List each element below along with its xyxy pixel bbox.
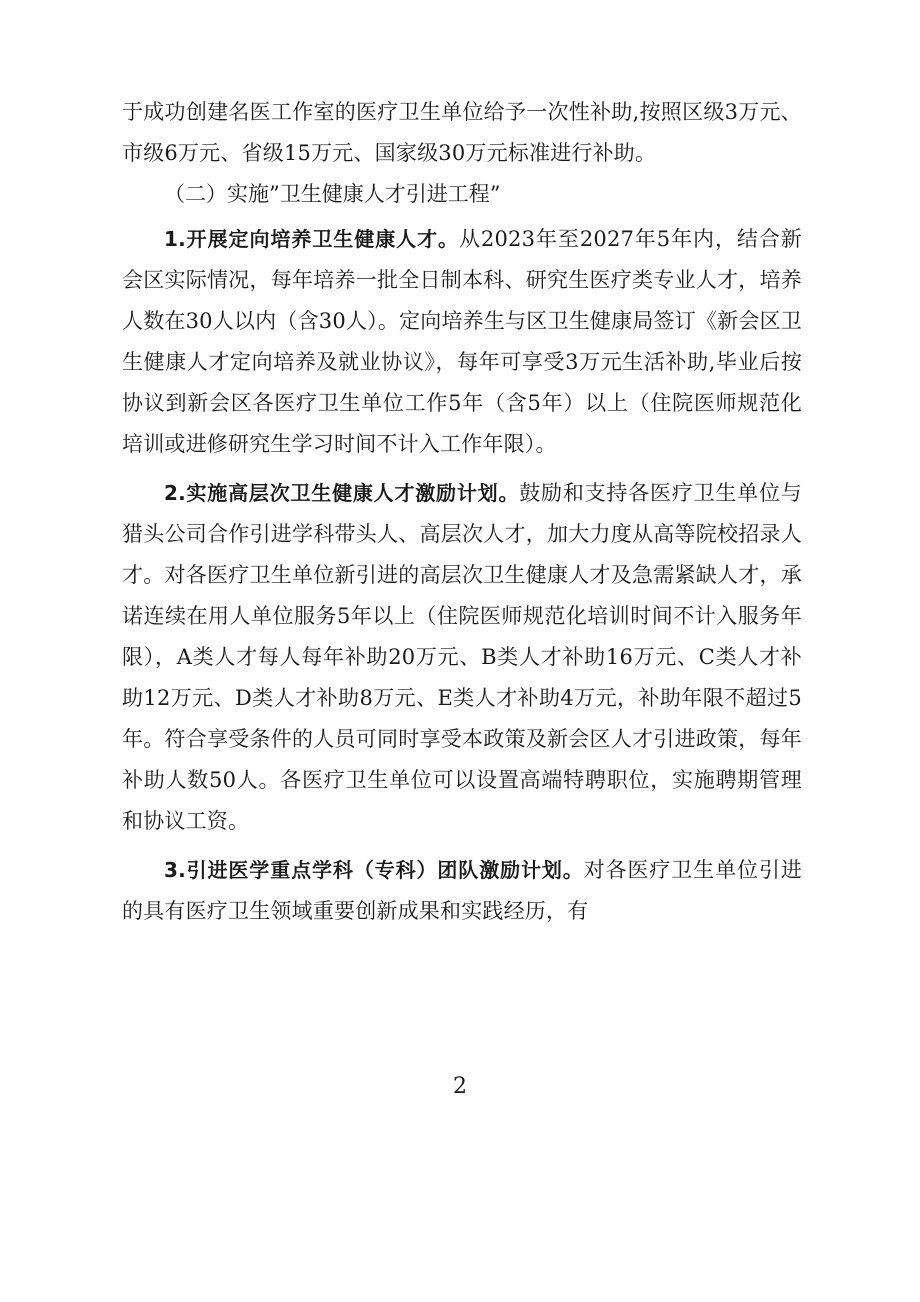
- list-item-1: [122, 219, 802, 465]
- list-item-3: [122, 850, 802, 932]
- paragraph-text: 于成功创建名医工作室的医疗卫生单位给予一次性补助,按照区级3万元、市级6万元、省级15万元、国家级30万元标准进行补助。: [122, 100, 802, 165]
- item-lead-2: 2.实施高层次卫生健康人才激励计划。: [164, 481, 520, 505]
- document-body: [122, 92, 802, 932]
- item-text-2: 鼓励和支持各医疗卫生单位与猎头公司合作引进学科带头人、高层次人才，加大力度从高等院校招录人才。对各医疗卫生单位新引进的高层次卫生健康人才及急需紧缺人才，承诺连续在用人单位服务5年以上（住院医师规范化培训时间不计入服务年限），A类人才每人每年补助20万元、B类人才补助16万元、C类人才补助12万元、D类人才补助8万元、E类人才补助4万元，补助年限不超过5年。符合享受条件的人员可同时享受本政策及新会区人才引进政策，每年补助人数50人。各医疗卫生单位可以设置高端特聘职位，实施聘期管理和协议工资。: [122, 481, 802, 833]
- list-item-2: [122, 473, 802, 842]
- page-number: 2: [453, 1074, 467, 1099]
- section-heading: （二）实施”卫生健康人才引进工程”: [164, 182, 501, 206]
- item-lead-1: 1.开展定向培养卫生健康人才。: [164, 227, 459, 251]
- item-lead-3: 3.引进医学重点学科（专科）团队激励计划。: [164, 858, 584, 882]
- item-text-3: 对各医疗卫生单位引进的具有医疗卫生领域重要创新成果和实践经历，有: [122, 858, 802, 923]
- item-text-1: 从2023年至2027年5年内，结合新会区实际情况，每年培养一批全日制本科、研究生医疗类专业人才，培养人数在30人以内（含30人）。定向培养生与区卫生健康局签订《新会区卫生健康人才定向培养及就业协议》，每年可享受3万元生活补助,毕业后按协议到新会区各医疗卫生单位工作5年（含5年）以上（住院医师规范化培训或进修研究生学习时间不计入工作年限）。: [122, 227, 803, 456]
- continuation-paragraph: [122, 92, 802, 174]
